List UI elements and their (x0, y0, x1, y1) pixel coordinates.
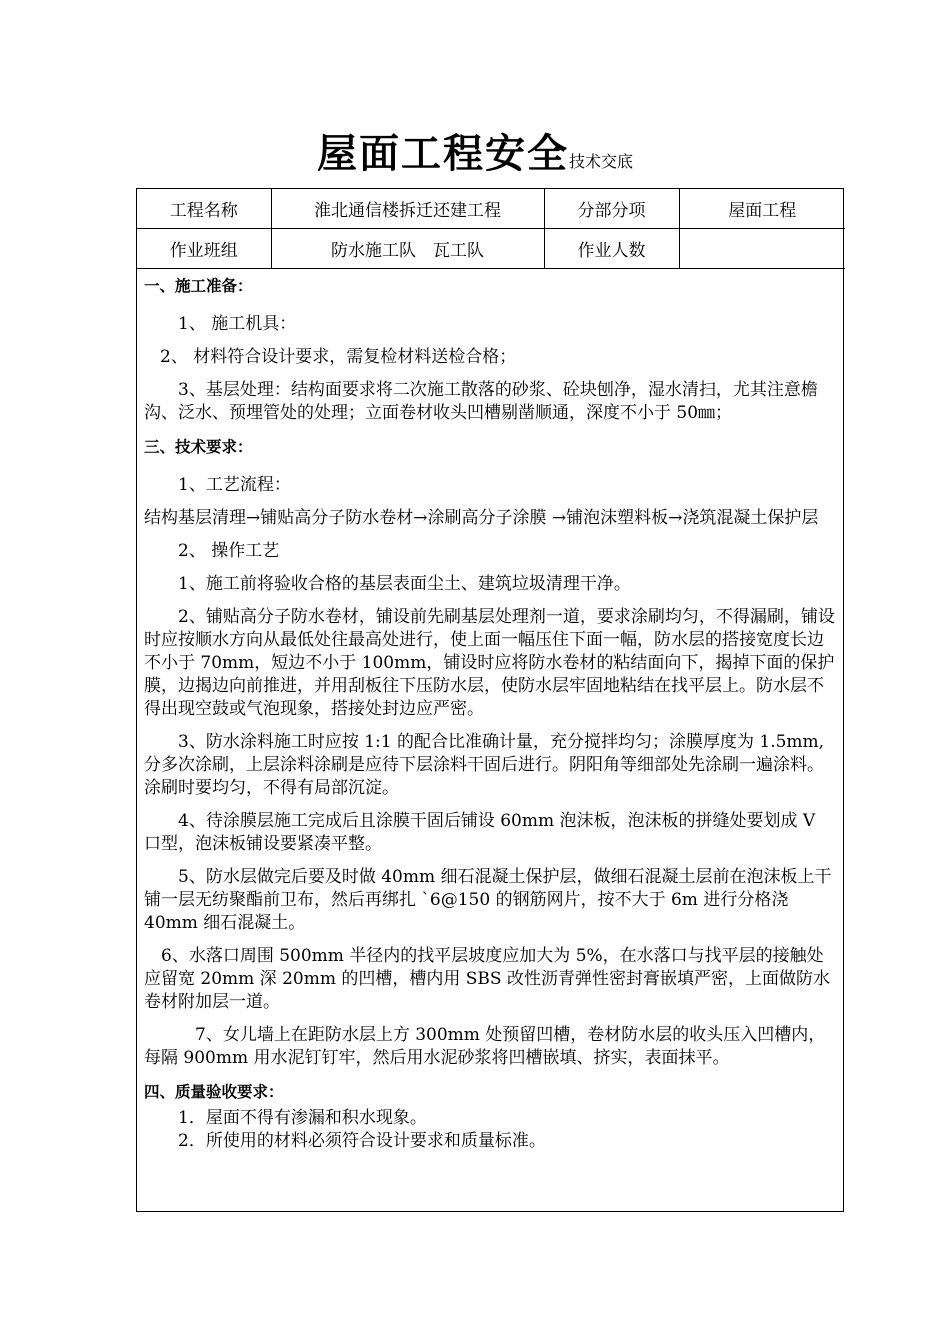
quality-item-2: 2．所使用的材料必须符合设计要求和质量标准。 (178, 1131, 546, 1151)
operation-step-1: 1、施工前将验收合格的基层表面尘土、建筑垃圾清理干净。 (178, 574, 631, 594)
disclosure-form (136, 188, 844, 1212)
section1-heading: 一、施工准备： (144, 276, 253, 295)
process-flow-label: 1、工艺流程： (178, 475, 291, 495)
team-label: 作业班组 (137, 229, 271, 269)
division-label: 分部分项 (544, 189, 679, 229)
document-title (0, 122, 950, 179)
operation-step-7: 7、女儿墙上在距防水层上方 300mm 处预留凹槽，卷材防水层的收头压入凹槽内，每隔 900mm 用水泥钉钉牢，然后用水泥砂浆将凹槽嵌填、挤实，表面抹平。 (144, 1025, 826, 1068)
body-content (137, 274, 843, 1153)
section3-heading: 三、技术要求： (144, 437, 253, 456)
project-name-label: 工程名称 (137, 189, 271, 229)
operation-step-3: 3、防水涂料施工时应按 1:1 的配合比准确计量，充分搅拌均匀；涂膜厚度为 1.5mm,分多次涂刷，上层涂料涂刷是应待下层涂料干固后进行。阴阳角等细部处先涂刷一遍涂料。涂刷时要均匀，不得有局部沉淀。 (144, 732, 825, 798)
operation-step-2: 2、铺贴高分子防水卷材，铺设前先刷基层处理剂一道，要求涂刷均匀，不得漏刷，铺设时应按顺水方向从最低处往最高处进行，使上面一幅压住下面一幅，防水层的搭接宽度长边不小于 70mm，短边不小于 100mm，铺设时应将防水卷材的粘结面向下，揭掉下面的保护膜，边揭边向前推进，并用刮板往下压防水层，使防水层牢固地粘结在找平层上。防水层不得出现空鼓或气泡现象，搭接处封边应严密。 (144, 607, 835, 719)
workers-label: 作业人数 (544, 229, 679, 269)
process-flow-text: 结构基层清理→铺贴高分子防水卷材→涂刷高分子涂膜 →铺泡沫塑料板→浇筑混凝土保护层 (144, 508, 819, 528)
quality-item-1: 1．屋面不得有渗漏和积水现象。 (178, 1108, 427, 1128)
operation-step-5: 5、防水层做完后要及时做 40mm 细石混凝土保护层，做细石混凝土层前在泡沫板上干铺一层无纺聚酯前卫布，然后再绑扎 `6@150 的钢筋网片，按不大于 6m 进行分格浇 40mm 细石混凝土。 (144, 867, 832, 933)
section1-item1: 1、 施工机具： (178, 314, 297, 334)
project-name-value: 淮北通信楼拆迁还建工程 (271, 189, 544, 229)
header-row-2 (137, 229, 845, 269)
title-main: 屋面工程安全 (316, 130, 569, 177)
header-row-1 (137, 189, 845, 229)
section4-heading: 四、质量验收要求： (144, 1082, 284, 1101)
title-suffix: 技术交底 (568, 152, 633, 171)
operation-step-4: 4、待涂膜层施工完成后且涂膜干固后铺设 60mm 泡沫板，泡沫板的拼缝处要划成 V 口型，泡沫板铺设要紧凑平整。 (144, 811, 816, 854)
workers-value (679, 229, 845, 269)
section1-item2: 2、 材料符合设计要求，需复检材料送检合格； (160, 347, 517, 367)
team-value: 防水施工队 瓦工队 (271, 229, 544, 269)
section1-item3: 3、基层处理：结构面要求将二次施工散落的砂浆、砼块刨净，湿水清扫，尤其注意檐沟、泛水、预埋管处的处理；立面卷材收头凹槽剔凿顺通，深度不小于 50㎜； (144, 380, 818, 423)
operation-label: 2、 操作工艺 (178, 541, 280, 561)
operation-step-6: 6、水落口周围 500mm 半径内的找平层坡度应加大为 5%，在水落口与找平层的接触处应留宽 20mm 深 20mm 的凹槽，槽内用 SBS 改性沥青弹性密封膏嵌填严密，上面做防水卷材附加层一道。 (144, 946, 830, 1012)
division-value: 屋面工程 (679, 189, 845, 229)
header-table (137, 189, 845, 269)
